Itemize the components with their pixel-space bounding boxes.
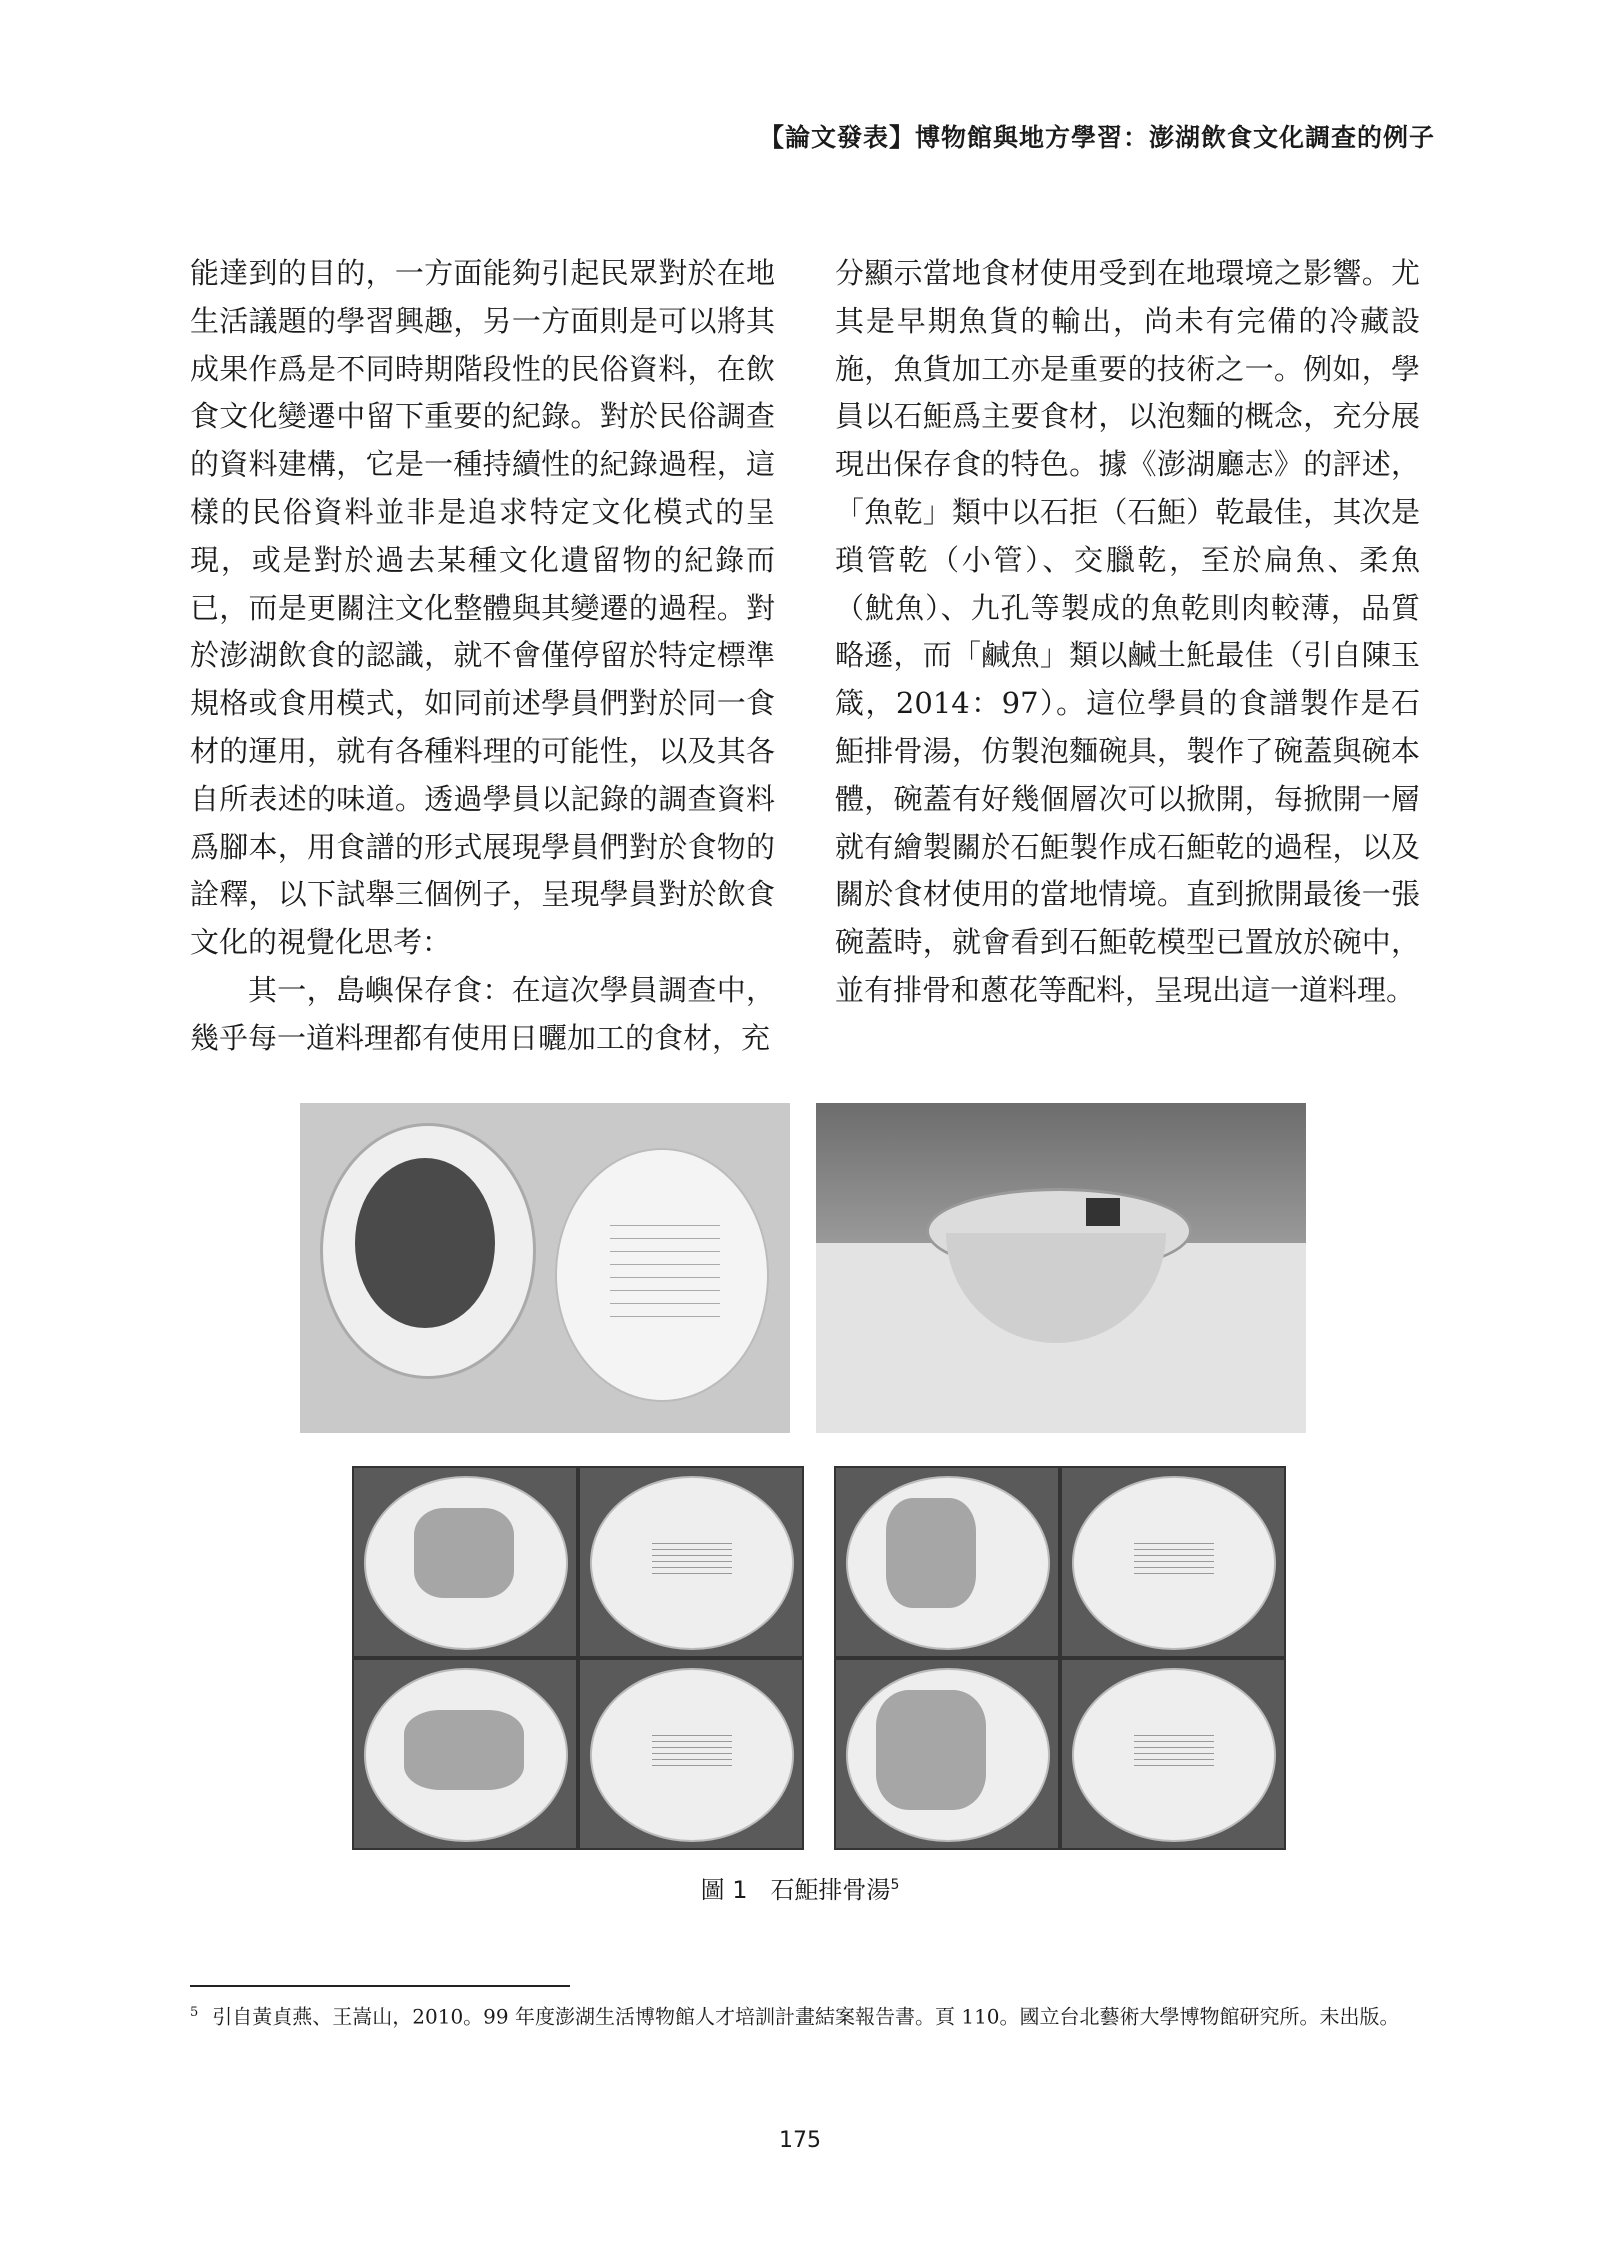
photo-lid-layers-right [834,1466,1286,1850]
footnote-rule [190,1985,570,1987]
figure-caption [0,1870,1600,1905]
right-column [835,250,1420,1015]
paragraph: 其一，島嶼保存食：在這次學員調查中，幾乎每一道料理都有使用日曬加工的食材，充 [190,972,775,1055]
figure-title: 石鮔排骨湯 [770,1876,891,1904]
photo-lid-layers-left [352,1466,804,1850]
running-header: 【論文發表】博物館與地方學習：澎湖飲食文化調查的例子 [758,123,1435,152]
footnote-ref: 5 [890,1877,900,1893]
figure-label: 圖 1 [700,1876,748,1904]
left-column [190,250,775,1063]
paragraph: 分顯示當地食材使用受到在地環境之影響。尤其是早期魚貨的輸出，尚未有完備的冷藏設施，魚貨加工亦是重要的技術之一。例如，學員以石鮔爲主要食材，以泡麵的概念，充分展現出保存食的特色。據《澎湖廳志》的評述，「魚乾」類中以石拒（石鮔）乾最佳，其次是瑣管乾（小管）、交臘乾，至於扁魚、柔魚（魷魚）、九孔等製成的魚乾則肉較薄，品質略遜，而「鹹魚」類以鹹土魠最佳（引自陳玉箴，2014：97）。這位學員的食譜製作是石鮔排骨湯，仿製泡麵碗具，製作了碗蓋與碗本體，碗蓋有好幾個層次可以掀開，每掀開一層就有繪製關於石鮔製作成石鮔乾的過程，以及關於食材使用的當地情境。直到掀開最後一張碗蓋時，就會看到石鮔乾模型已置放於碗中，並有排骨和蔥花等配料，呈現出這一道料理。 [835,256,1420,1007]
footnote [190,1998,1420,2032]
photo-bowl-open [300,1103,790,1433]
footnote-text: 引自黃貞燕、王嵩山，2010。99 年度澎湖生活博物館人才培訓計畫結案報告書。頁 110。國立台北藝術大學博物館研究所。未出版。 [212,2004,1400,2029]
photo-bowl-closed [816,1103,1306,1433]
paragraph: 能達到的目的，一方面能夠引起民眾對於在地生活議題的學習興趣，另一方面則是可以將其成果作爲是不同時期階段性的民俗資料，在飲食文化變遷中留下重要的紀錄。對於民俗調查的資料建構，它是一種持續性的紀錄過程，這樣的民俗資料並非是追求特定文化模式的呈現，或是對於過去某種文化遺留物的紀錄而已，而是更關注文化整體與其變遷的過程。對於澎湖飲食的認識，就不會僅停留於特定標準規格或食用模式，如同前述學員們對於同一食材的運用，就有各種料理的可能性，以及其各自所表述的味道。透過學員以記錄的調查資料爲腳本，用食譜的形式展現學員們對於食物的詮釋，以下試舉三個例子，呈現學員對於飲食文化的視覺化思考： [190,256,775,960]
page-number: 175 [779,2128,821,2153]
footnote-number: 5 [190,2005,199,2020]
